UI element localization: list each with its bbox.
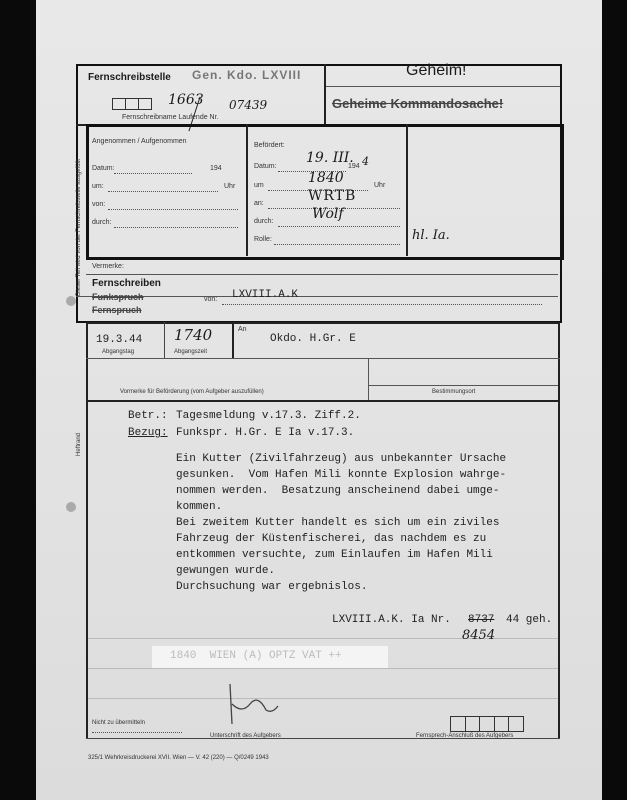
phone-boxes xyxy=(450,716,524,732)
forwarded-date-label: Datum: xyxy=(254,163,277,170)
forwarded-uhr: Uhr xyxy=(374,182,386,189)
message-body xyxy=(176,451,556,595)
received-uhr: Uhr xyxy=(224,183,236,190)
from-value: LXVIII.A.K xyxy=(232,289,299,301)
forwarded-durch-label: durch: xyxy=(254,218,274,225)
signature-caption: Unterschrift des Aufgebers xyxy=(210,733,281,739)
forwarded-year-digit: 4 xyxy=(362,155,369,168)
from-label: von: xyxy=(204,296,218,303)
dispatch-time-label: Abgangszeit xyxy=(174,349,208,355)
forwarded-durch-value: Wolf xyxy=(312,206,344,222)
received-durch-label: durch: xyxy=(92,219,112,226)
rule xyxy=(246,124,248,256)
body-line: nommen werden. Besatzung anscheinend dabei umge- xyxy=(176,485,500,497)
forwarded-um-label: um xyxy=(254,182,264,189)
serial-handwritten: 1663 xyxy=(168,92,204,108)
destination-label: Bestimmungsort xyxy=(432,389,476,395)
body-line: gesunken. Vom Hafen Mili konnte Explosion wahrge- xyxy=(176,469,507,481)
document-page xyxy=(36,0,602,800)
type-fernspruch: Fernspruch xyxy=(92,305,142,315)
classification: Geheim! xyxy=(406,62,467,79)
printer-line: 325/1 Wehrkreisdruckerei XVII. Wien — V. 42 (220) — Q/0249 1943 xyxy=(88,755,269,761)
signature-line: LXVIII.A.K. Ia Nr. xyxy=(332,614,451,626)
forwarded-rolle-label: Rolle: xyxy=(254,236,272,243)
pasted-strip xyxy=(152,646,388,668)
forwarded-year: 194 xyxy=(348,163,360,170)
betr-text: Tagesmeldung v.17.3. Ziff.2. xyxy=(176,410,361,422)
serial-box xyxy=(125,98,139,110)
phone-caption: Fernsprech-Anschluß des Aufgebers xyxy=(416,733,514,739)
station-label: Fernschreibstelle xyxy=(88,72,171,83)
type-funkspruch: Funkspruch xyxy=(92,292,144,302)
type-fernschreiben: Fernschreiben xyxy=(92,278,161,289)
serial-box xyxy=(138,98,152,110)
body-line: entkommen versuchte, zum Einlaufen im Hafen Mili xyxy=(176,549,493,561)
rule xyxy=(406,124,408,256)
vermerke-label: Vermerke: xyxy=(92,263,124,270)
dispatch-time: 1740 xyxy=(174,326,213,344)
punch-hole-bottom xyxy=(66,502,76,512)
forwarded-date-value: 19. III. xyxy=(306,150,354,166)
body-line: gewungen wurde. xyxy=(176,565,276,577)
body-line: Durchsuchung war ergebnislos. xyxy=(176,581,368,593)
not-transmit: Nicht zu übermitteln xyxy=(92,720,146,726)
serial-handwritten-2: 07439 xyxy=(229,98,268,112)
strip-text: 1840 WIEN (A) OPTZ VAT ++ xyxy=(170,650,342,662)
received-title: Angenommen / Aufgenommen xyxy=(92,138,187,145)
rule xyxy=(324,64,326,126)
received-von-label: von: xyxy=(92,201,106,208)
received-date-label: Datum: xyxy=(92,165,115,172)
forwarded-time-value: 1840 xyxy=(308,170,344,186)
serial-caption: Fernschreibname Laufende Nr. xyxy=(122,114,219,121)
punch-hole-top xyxy=(66,296,76,306)
dispatch-recipient: Okdo. H.Gr. E xyxy=(270,333,356,345)
signature-nr-handwritten: 8454 xyxy=(462,628,496,643)
body-line: kommen. xyxy=(176,501,223,513)
received-year: 194 xyxy=(210,165,222,172)
dispatch-an-label: An xyxy=(238,326,247,333)
serial-box xyxy=(112,98,126,110)
margin-label: Heftrand xyxy=(76,432,82,456)
body-line: Bei zweitem Kutter handelt es sich um ein ziviles xyxy=(176,517,500,529)
side-note: Dieser Teil wird von der Fernschreibstelle ausgefüllt xyxy=(76,159,82,296)
body-line: Ein Kutter (Zivilfahrzeug) aus unbekannter Ursache xyxy=(176,453,507,465)
rule xyxy=(326,86,560,87)
forwarded-title: Befördert: xyxy=(254,142,285,149)
dispatch-vermerke: Vormerke für Beförderung (vom Aufgeber auszufüllen) xyxy=(120,389,264,395)
body-line: Fahrzeug der Küstenfischerei, das nachdem es zu xyxy=(176,533,487,545)
signature-suffix: 44 geh. xyxy=(506,614,553,626)
received-um-label: um: xyxy=(92,183,104,190)
forwarded-an-value: WRTB xyxy=(308,188,357,204)
forwarded-initials: hl. Ia. xyxy=(412,228,450,243)
signature-scribble xyxy=(222,674,282,734)
forwarded-an-label: an: xyxy=(254,200,264,207)
station-stamp: Gen. Kdo. LXVIII xyxy=(192,68,302,82)
betr-label: Betr.: xyxy=(128,410,168,422)
bezug-text: Funkspr. H.Gr. E Ia v.17.3. xyxy=(176,427,355,439)
classification-struck: Geheime Kommandosache! xyxy=(332,96,504,111)
signature-nr-struck: 8737 xyxy=(468,614,495,626)
dispatch-date: 19.3.44 xyxy=(96,334,143,346)
bezug-label: Bezug: xyxy=(128,427,168,439)
dispatch-date-label: Abgangstag xyxy=(102,349,135,355)
